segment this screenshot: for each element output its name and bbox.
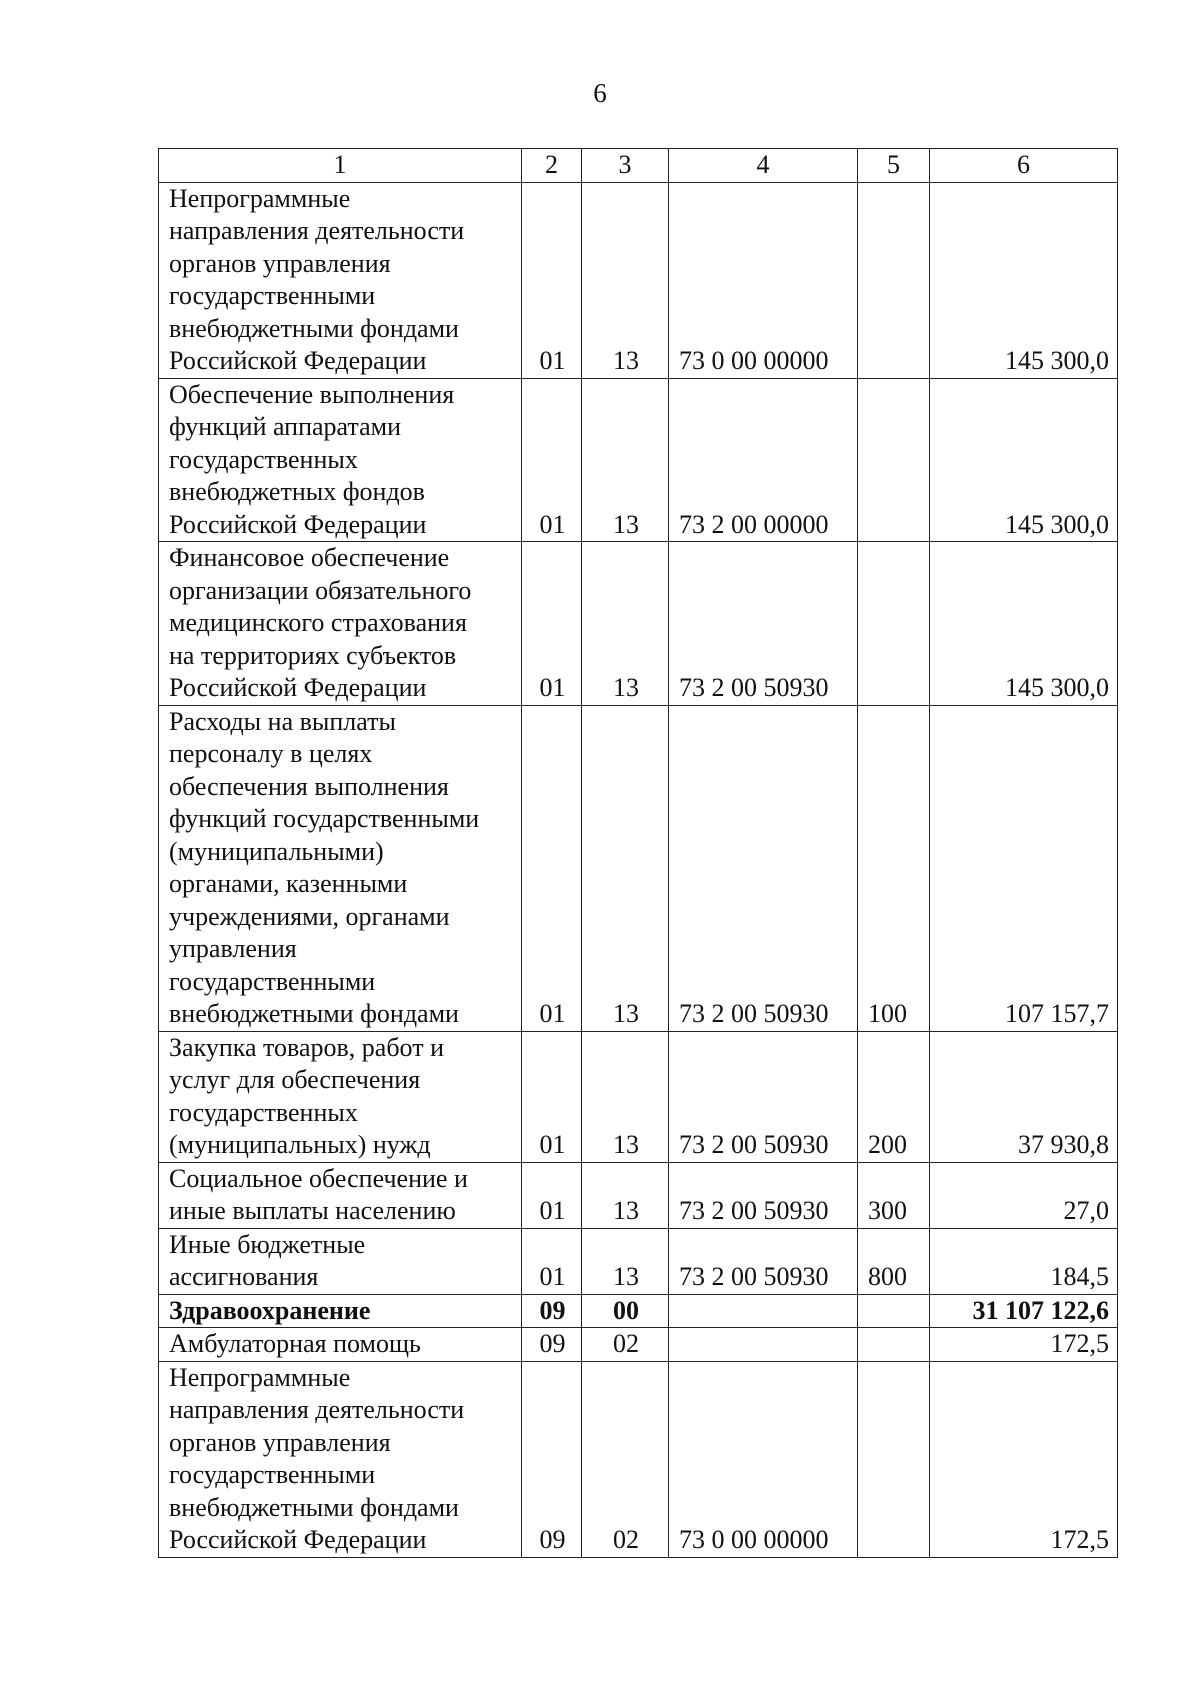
expense-name: Иные бюджетные ассигнования: [159, 1228, 522, 1294]
target-article-code: 73 2 00 50930: [669, 1031, 858, 1162]
target-article-code: 73 2 00 00000: [669, 378, 858, 542]
table-body: [159, 182, 1118, 1557]
expense-name: Непрограммные направления деятельности органов управления государственными внебюджетными фондами Российской Федерации: [159, 1361, 522, 1557]
section-code: 09: [522, 1328, 582, 1362]
section-code: 01: [522, 1228, 582, 1294]
table-row: [159, 542, 1118, 706]
table-row: [159, 1328, 1118, 1362]
section-code: 09: [522, 1361, 582, 1557]
expense-type-code: [858, 378, 930, 542]
budget-table: [158, 148, 1118, 1558]
amount: 184,5: [930, 1228, 1118, 1294]
expense-type-code: 200: [858, 1031, 930, 1162]
subsection-code: 13: [582, 542, 669, 706]
section-code: 01: [522, 182, 582, 378]
target-article-code: 73 2 00 50930: [669, 1228, 858, 1294]
header-cell: 6: [930, 149, 1118, 183]
expense-type-code: 800: [858, 1228, 930, 1294]
amount: 27,0: [930, 1162, 1118, 1228]
expense-name: Амбулаторная помощь: [159, 1328, 522, 1362]
expense-name: Здравоохранение: [159, 1294, 522, 1328]
expense-name: Обеспечение выполнения функций аппаратами государственных внебюджетных фондов Российской Федерации: [159, 378, 522, 542]
subsection-code: 13: [582, 378, 669, 542]
amount: 145 300,0: [930, 542, 1118, 706]
table-row: [159, 182, 1118, 378]
page-number: 6: [593, 78, 607, 108]
expense-name: Непрограммные направления деятельности органов управления государственными внебюджетными фондами Российской Федерации: [159, 182, 522, 378]
subsection-code: 13: [582, 705, 669, 1031]
table-row: [159, 1228, 1118, 1294]
header-cell: 2: [522, 149, 582, 183]
expense-name: Социальное обеспечение и иные выплаты населению: [159, 1162, 522, 1228]
expense-type-code: [858, 1294, 930, 1328]
target-article-code: 73 0 00 00000: [669, 182, 858, 378]
header-cell: 4: [669, 149, 858, 183]
expense-type-code: [858, 182, 930, 378]
expense-type-code: [858, 1328, 930, 1362]
expense-type-code: 100: [858, 705, 930, 1031]
header-cell: 1: [159, 149, 522, 183]
table-row: [159, 1361, 1118, 1557]
subsection-code: 02: [582, 1328, 669, 1362]
header-cell: 3: [582, 149, 669, 183]
table-header-row: [159, 149, 1118, 183]
amount: 145 300,0: [930, 378, 1118, 542]
subsection-code: 13: [582, 182, 669, 378]
target-article-code: 73 2 00 50930: [669, 542, 858, 706]
section-code: 01: [522, 1031, 582, 1162]
expense-type-code: [858, 1361, 930, 1557]
target-article-code: 73 2 00 50930: [669, 705, 858, 1031]
subsection-code: 13: [582, 1228, 669, 1294]
section-code: 01: [522, 378, 582, 542]
table-row: [159, 1162, 1118, 1228]
amount: 172,5: [930, 1328, 1118, 1362]
amount: 107 157,7: [930, 705, 1118, 1031]
subsection-code: 13: [582, 1162, 669, 1228]
expense-type-code: 300: [858, 1162, 930, 1228]
table-row: [159, 705, 1118, 1031]
section-code: 01: [522, 542, 582, 706]
section-code: 09: [522, 1294, 582, 1328]
subsection-code: 00: [582, 1294, 669, 1328]
amount: 37 930,8: [930, 1031, 1118, 1162]
section-code: 01: [522, 705, 582, 1031]
amount: 31 107 122,6: [930, 1294, 1118, 1328]
expense-name: Расходы на выплаты персоналу в целях обеспечения выполнения функций государственными (муниципальными) органами, казенными учреждениями, органами управления государственными внебюджетными фондами: [159, 705, 522, 1031]
expense-name: Закупка товаров, работ и услуг для обеспечения государственных (муниципальных) нужд: [159, 1031, 522, 1162]
expense-name: Финансовое обеспечение организации обязательного медицинского страхования на территориях субъектов Российской Федерации: [159, 542, 522, 706]
target-article-code: [669, 1294, 858, 1328]
amount: 172,5: [930, 1361, 1118, 1557]
header-cell: 5: [858, 149, 930, 183]
expense-type-code: [858, 542, 930, 706]
table-row-section-total: [159, 1294, 1118, 1328]
target-article-code: 73 2 00 50930: [669, 1162, 858, 1228]
amount: 145 300,0: [930, 182, 1118, 378]
target-article-code: [669, 1328, 858, 1362]
table-row: [159, 1031, 1118, 1162]
subsection-code: 13: [582, 1031, 669, 1162]
subsection-code: 02: [582, 1361, 669, 1557]
section-code: 01: [522, 1162, 582, 1228]
table-row: [159, 378, 1118, 542]
target-article-code: 73 0 00 00000: [669, 1361, 858, 1557]
